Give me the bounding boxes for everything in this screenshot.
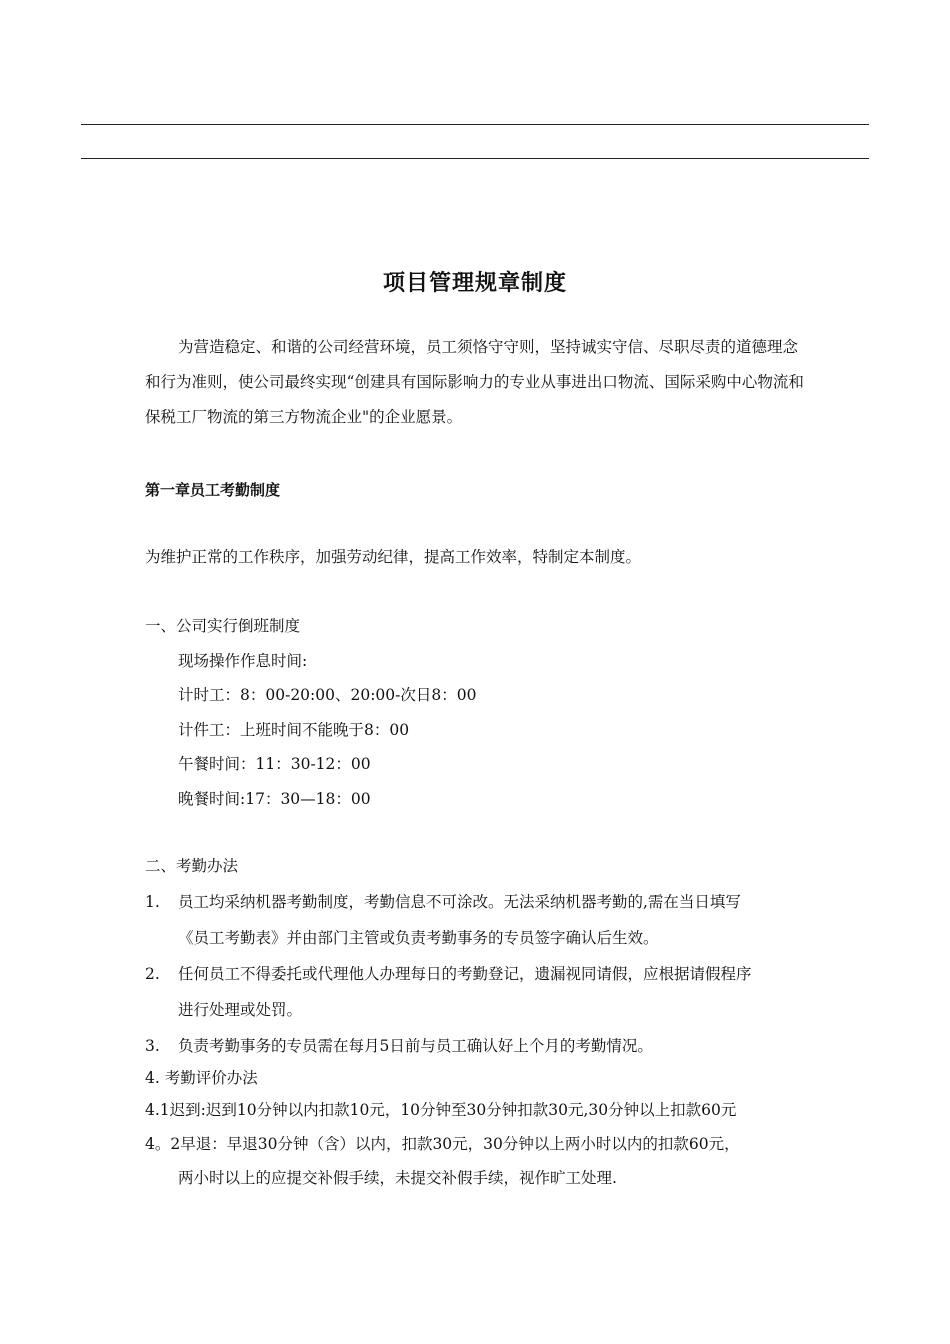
intro-text: 为营造稳定、和谐的公司经营环境，员工须恪守守则，坚持诚实守信、尽职尽责的道德理念和行为准则，使公司最终实现“创建具有国际影响力的专业从事进出口物流、国际采购中心物流和保税工厂物流的第三方物流企业"的企业愿景。 xyxy=(145,338,804,426)
schedule-line: 计件工：上班时间不能晚于8：00 xyxy=(178,720,410,739)
list-item-number: 3. xyxy=(145,1037,160,1055)
schedule-line: 计时工：8：00-20:00、20:00-次日8：00 xyxy=(178,686,477,704)
section-heading: 一、公司实行倒班制度 xyxy=(145,617,301,635)
header-rule-bottom xyxy=(81,158,869,159)
section-shift-system xyxy=(145,613,476,820)
chapter-heading: 第一章员工考勤制度 xyxy=(145,481,281,499)
list-item-text: 负责考勤事务的专员需在每月5日前与员工确认好上个月的考勤情况。 xyxy=(178,1037,653,1055)
section-heading: 二、考勤办法 xyxy=(145,857,239,875)
sub-heading: 4. 考勤评价办法 xyxy=(145,1069,258,1087)
list-item xyxy=(145,1033,810,1065)
document-title: 项目管理规章制度 xyxy=(382,271,567,296)
list-item-continuation: 进行处理或处罚。 xyxy=(178,1001,303,1019)
header-rule-top xyxy=(81,124,869,125)
section-attendance-method xyxy=(145,853,810,1201)
schedule-line: 午餐时间：11：30-12：00 xyxy=(178,755,371,773)
list-item-number: 1. xyxy=(145,893,160,911)
list-item-number: 2. xyxy=(145,965,160,983)
rule-early-leave-continuation: 两小时以上的应提交补假手续，未提交补假手续，视作旷工处理. xyxy=(178,1169,617,1187)
schedule-line: 现场操作作息时间: xyxy=(178,651,308,670)
list-item-text: 员工均采纳机器考勤制度，考勤信息不可涂改。无法采纳机器考勤的,需在当日填写 xyxy=(178,893,741,911)
list-item xyxy=(145,961,810,997)
list-item-text: 任何员工不得委托或代理他人办理每日的考勤登记，遗漏视同请假，应根据请假程序 xyxy=(178,965,752,983)
list-item-continuation: 《员工考勤表》并由部门主管或负责考勤事务的专员签字确认后生效。 xyxy=(178,929,659,947)
intro-paragraph xyxy=(145,330,810,435)
rule-late: 4.1迟到:迟到10分钟以内扣款10元，10分钟至30分钟扣款30元,30分钟以上扣款60元 xyxy=(145,1101,737,1119)
chapter-purpose: 为维护正常的工作秩序，加强劳动纪律，提高工作效率，特制定本制度。 xyxy=(145,548,642,566)
schedule-line: 晚餐时间:17：30—18：00 xyxy=(178,789,371,808)
rule-early-leave: 4。2早退：早退30分钟（含）以内，扣款30元，30分钟以上两小时以内的扣款60元， xyxy=(145,1135,740,1153)
list-item xyxy=(145,889,810,925)
